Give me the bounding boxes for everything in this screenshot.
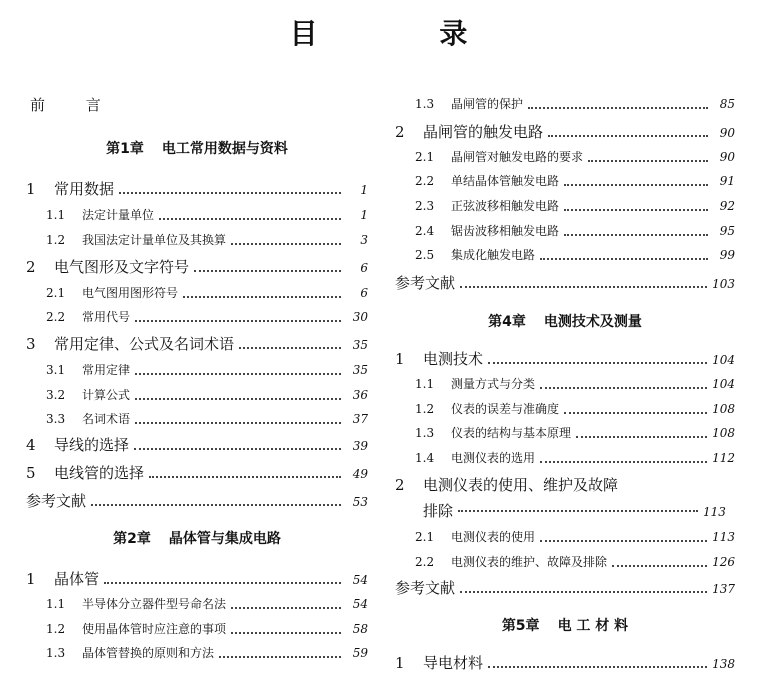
entry-title: 电测仪表的使用、维护及故障 [423,476,619,494]
entry-number: 2.1 [46,286,66,300]
entry-title: 正弦波移相触发电路 [451,199,560,213]
toc-entry[interactable] [395,375,735,392]
toc-right-column [395,0,735,672]
entry-number: 2.1 [415,530,435,544]
entry-title: 常用定律、公式及名词术语 [54,335,235,353]
entry-number: 1.2 [46,233,66,247]
entry-number: 3.1 [46,363,66,377]
entry-number: 3.2 [46,388,66,402]
toc-entry[interactable] [395,95,735,112]
toc-entry-references[interactable] [26,490,368,511]
entry-title: 常用代号 [82,310,131,324]
toc-entry[interactable] [395,424,735,441]
leader-dots [135,398,341,400]
entry-page: 30 [352,310,368,324]
toc-entry-references[interactable] [395,272,735,293]
chapter-5-heading [395,615,735,635]
toc-entry[interactable] [395,652,735,673]
entry-page: 104 [712,353,735,367]
entry-number: 2.1 [415,150,435,164]
entry-page: 36 [352,388,368,402]
leader-dots [91,504,341,506]
leader-dots [119,192,341,194]
entry-title: 半导体分立器件型号命名法 [82,597,227,611]
toc-entry[interactable] [395,172,735,189]
entry-number: 2.3 [415,199,435,213]
entry-page: 90 [719,126,735,140]
entry-title: 晶闸管的保护 [451,97,524,111]
entry-number: 1 [395,654,405,672]
entry-page: 108 [712,402,735,416]
chapter-title: 电测技术及测量 [543,314,642,330]
leader-dots [231,632,341,634]
entry-page: 54 [352,573,368,587]
entry-title: 晶体管替换的原则和方法 [82,646,215,660]
leader-dots [231,243,341,245]
entry-title: 锯齿波移相触发电路 [451,224,560,238]
entry-number: 1.2 [46,622,66,636]
entry-page: 37 [352,412,368,426]
chapter-label: 第4章 [488,314,526,330]
entry-page: 1 [360,183,368,197]
entry-title: 仪表的误差与准确度 [451,402,560,416]
entry-title: 测量方式与分类 [451,377,536,391]
entry-number: 2 [26,258,36,276]
chapter-2-heading [26,528,368,548]
entry-number: 1 [26,570,36,588]
entry-page: 90 [719,150,735,164]
toc-entry[interactable] [26,410,368,427]
entry-number: 1.1 [46,597,66,611]
entry-page: 91 [719,174,735,188]
leader-dots [194,270,341,272]
toc-entry[interactable] [26,231,368,248]
entry-title: 常用数据 [54,180,115,198]
entry-title: 晶闸管对触发电路的要求 [451,150,584,164]
toc-entry[interactable] [26,644,368,661]
entry-number: 4 [26,436,36,454]
entry-number: 1 [26,180,36,198]
entry-page: 39 [352,439,368,453]
chapter-label: 第5章 [501,618,540,634]
leader-dots [231,607,341,609]
leader-dots [548,135,708,137]
toc-entry[interactable] [26,462,368,483]
entry-page: 103 [712,277,735,291]
entry-title: 导电材料 [423,654,484,672]
toc-entry[interactable] [395,449,735,466]
entry-page: 6 [360,261,368,275]
entry-page: 137 [712,582,735,596]
entry-title: 晶闸管的触发电路 [423,123,544,141]
leader-dots [134,448,341,450]
entry-title: 电测仪表的维护、故障及排除 [451,555,608,569]
toc-entry[interactable] [26,361,368,378]
entry-number: 2.2 [415,555,435,569]
toc-entry[interactable] [395,222,735,239]
entry-number: 2.4 [415,224,435,238]
entry-title: 计算公式 [82,388,131,402]
leader-dots [564,234,708,236]
page-title: 目 录 [289,17,524,50]
leader-dots [239,347,341,349]
entry-title: 晶体管 [54,570,100,588]
leader-dots [612,565,707,567]
toc-entry[interactable] [26,256,368,277]
entry-title: 集成化触发电路 [451,248,536,262]
entry-page: 85 [719,97,735,111]
entry-title: 参考文献 [395,274,456,292]
entry-page: 113 [703,505,726,519]
leader-dots [540,258,708,260]
leader-dots [135,373,341,375]
entry-page: 53 [352,495,368,509]
entry-number: 1.2 [415,402,435,416]
entry-page: 58 [352,622,368,636]
chapter-title: 晶体管与集成电路 [168,531,281,547]
leader-dots [460,591,707,593]
entry-title: 参考文献 [26,492,87,510]
entry-number: 2.2 [415,174,435,188]
entry-number: 2 [395,476,405,494]
toc-entry-continuation[interactable] [423,500,726,521]
entry-number: 1.3 [415,97,435,111]
toc-entry[interactable] [395,553,735,570]
entry-page: 1 [360,208,368,222]
toc-entry[interactable] [26,206,368,223]
entry-title: 排除 [423,502,454,520]
leader-dots [488,666,707,668]
entry-title: 我国法定计量单位及其换算 [82,233,227,247]
toc-entry[interactable] [395,246,735,263]
leader-dots [540,387,707,389]
entry-title: 名词术语 [82,412,131,426]
entry-number: 2.2 [46,310,66,324]
chapter-label: 第2章 [113,531,151,547]
chapter-title: 电 工 材 料 [557,618,629,634]
toc-entry[interactable] [26,386,368,403]
preface-entry[interactable]: 前 言 [30,96,119,114]
toc-entry[interactable] [26,595,368,612]
entry-number: 3.3 [46,412,66,426]
entry-number: 1.1 [46,208,66,222]
entry-page: 3 [360,233,368,247]
entry-page: 59 [352,646,368,660]
entry-title: 法定计量单位 [82,208,155,222]
entry-page: 35 [352,338,368,352]
entry-title: 参考文献 [395,579,456,597]
toc-entry[interactable] [26,284,368,301]
entry-title: 使用晶体管时应注意的事项 [82,622,227,636]
entry-page: 138 [712,657,735,671]
leader-dots [540,461,707,463]
entry-number: 1.4 [415,451,435,465]
entry-number: 1.3 [46,646,66,660]
toc-entry[interactable] [26,434,368,455]
chapter-title: 电工常用数据与资料 [161,141,288,157]
leader-dots [588,160,708,162]
entry-title: 电测仪表的选用 [451,451,536,465]
entry-number: 5 [26,464,36,482]
toc-entry[interactable] [395,148,735,165]
entry-page: 95 [719,224,735,238]
entry-page: 104 [712,377,735,391]
entry-title: 电气图用图形符号 [82,286,179,300]
entry-title: 电测仪表的使用 [451,530,536,544]
leader-dots [576,436,707,438]
entry-number: 3 [26,335,36,353]
toc-entry-references[interactable] [395,577,735,598]
leader-dots [564,209,708,211]
toc-entry[interactable] [26,333,368,354]
toc-entry[interactable] [26,620,368,637]
chapter-4-heading [395,311,735,331]
toc-entry[interactable] [395,528,735,545]
leader-dots [135,320,341,322]
entry-page: 49 [352,467,368,481]
chapter-1-heading [26,138,368,158]
leader-dots [159,218,341,220]
entry-page: 6 [360,286,368,300]
entry-number: 2.5 [415,248,435,262]
toc-entry[interactable] [395,348,735,369]
entry-title: 单结晶体管触发电路 [451,174,560,188]
leader-dots [458,510,698,512]
leader-dots [149,476,341,478]
toc-entry[interactable] [395,121,735,142]
toc-entry[interactable] [395,197,735,214]
leader-dots [488,362,707,364]
entry-title: 仪表的结构与基本原理 [451,426,572,440]
toc-entry[interactable] [26,568,368,589]
entry-page: 35 [352,363,368,377]
leader-dots [183,296,341,298]
entry-page: 126 [712,555,735,569]
toc-entry[interactable] [395,400,735,417]
leader-dots [540,540,707,542]
entry-page: 113 [712,530,735,544]
entry-title: 电线管的选择 [54,464,145,482]
entry-page: 54 [352,597,368,611]
toc-left-column [26,0,368,664]
leader-dots [219,656,341,658]
entry-page: 112 [712,451,735,465]
leader-dots [460,286,707,288]
toc-entry[interactable] [26,178,368,199]
leader-dots [135,422,341,424]
entry-title: 常用定律 [82,363,131,377]
entry-title: 电测技术 [423,350,484,368]
entry-number: 2 [395,123,405,141]
leader-dots [104,582,341,584]
entry-page: 99 [719,248,735,262]
entry-page: 92 [719,199,735,213]
entry-title: 电气图形及文字符号 [54,258,190,276]
entry-title: 导线的选择 [54,436,130,454]
leader-dots [564,412,707,414]
leader-dots [564,184,708,186]
entry-number: 1.1 [415,377,435,391]
leader-dots [528,107,708,109]
entry-number: 1 [395,350,405,368]
entry-page: 108 [712,426,735,440]
entry-number: 1.3 [415,426,435,440]
toc-entry[interactable] [395,474,735,495]
chapter-label: 第1章 [106,141,144,157]
toc-entry[interactable] [26,308,368,325]
